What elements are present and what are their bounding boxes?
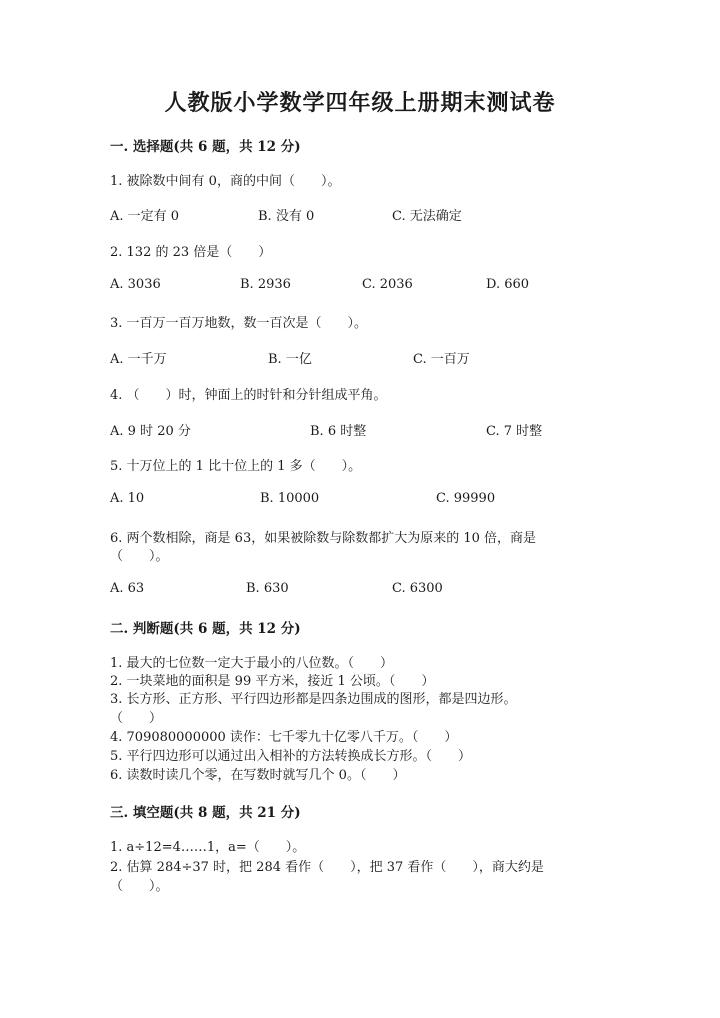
question-text: 1. 被除数中间有 0，商的中间（ ）。 [110,174,341,189]
section-heading-fill-in: 三. 填空题(共 8 题，共 21 分) [110,805,301,821]
fill-item: 1. a÷12=4……1，a=（ ）。 [110,840,306,855]
statement-item: 6. 读数时读几个零，在写数时就写几个 0。（ ） [110,768,406,783]
question-text: 2. 132 的 23 倍是（ ） [110,245,272,260]
fill-item: 2. 估算 284÷37 时，把 284 看作（ ），把 37 看作（ ），商大约是 [110,860,544,875]
statement-item: 4. 709080000000 读作：七千零九十亿零八千万。（ ） [110,730,458,745]
page-title: 人教版小学数学四年级上册期末测试卷 [164,90,556,116]
option-c: C. 99990 [436,491,496,506]
option-a: A. 一千万 [110,352,167,367]
statement-item-continued: （ ） [110,711,163,726]
option-c: C. 7 时整 [486,424,543,439]
option-a: A. 63 [110,581,145,596]
option-b: B. 一亿 [268,352,312,367]
option-b: B. 没有 0 [258,209,315,224]
section-heading-judgement: 二. 判断题(共 6 题，共 12 分) [110,621,301,637]
question-text: 6. 两个数相除，商是 63，如果被除数与除数都扩大为原来的 10 倍，商是 [110,531,537,546]
option-c: C. 6300 [392,581,443,596]
option-a: A. 3036 [110,277,161,292]
statement-item: 5. 平行四边形可以通过出入相补的方法转换成长方形。（ ） [110,749,472,764]
statement-item: 1. 最大的七位数一定大于最小的八位数。（ ） [110,656,394,671]
statement-item: 3. 长方形、正方形、平行四边形都是四条边围成的图形，都是四边形。 [110,692,517,707]
statement-item: 2. 一块菜地的面积是 99 平方米，接近 1 公顷。（ ） [110,674,435,689]
question-text: 4. （ ）时，钟面上的时针和分针组成平角。 [110,388,387,403]
question-text: 3. 一百万一百万地数，数一百次是（ ）。 [110,316,368,331]
section-heading-choice: 一. 选择题(共 6 题，共 12 分) [110,139,301,155]
option-a: A. 9 时 20 分 [110,424,191,439]
option-c: C. 一百万 [413,352,470,367]
option-b: B. 6 时整 [310,424,367,439]
question-text-continued: （ ）。 [110,549,169,564]
option-c: C. 无法确定 [392,209,462,224]
question-text: 5. 十万位上的 1 比十位上的 1 多（ ）。 [110,459,362,474]
option-a: A. 10 [110,491,145,506]
option-d: D. 660 [486,277,530,292]
option-b: B. 630 [246,581,289,596]
option-a: A. 一定有 0 [110,209,180,224]
option-b: B. 10000 [260,491,320,506]
option-b: B. 2936 [240,277,291,292]
fill-item-continued: （ ）。 [110,879,169,894]
option-c: C. 2036 [362,277,413,292]
